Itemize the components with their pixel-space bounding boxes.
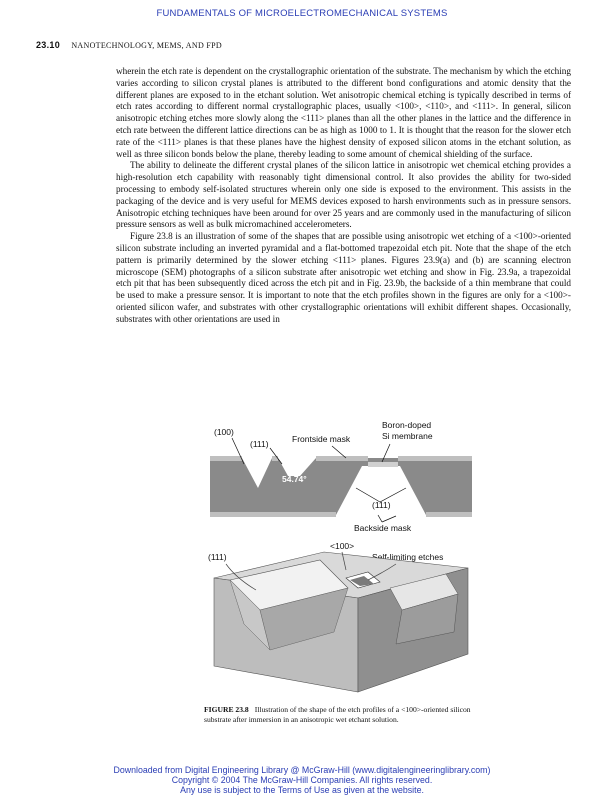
frontside-mask-seg xyxy=(316,456,368,461)
backside-mask-seg xyxy=(210,512,336,517)
paragraph-3: Figure 23.8 is an illustration of some of the shapes that are possible using anisotropic wet etching of a <100>-oriented silicon substrate including an inverted pyramidal and a flat-bottomed trapezoidal etch pit. Note that the shape of the etch pattern is primarily determined by the slower etching <111> planes. Figures 23.9(a) and (b) are scanning electron microscope (SEM) photographs of a silicon substrate after anisotropic wet etching and show in Fig. 23.9a, a trapezoidal etch pit that has been subsequently diced across the etch pit and in Fig. 23.9b, the backside of a thin membrane that could be used to make a pressure sensor. It is important to note that the etch profiles shown in the figures are only for a <100>-oriented silicon wafer, and substrates with other crystallographic orientations will exhibit different shapes. Occasionally, substrates with other orientations are used in xyxy=(116,231,571,324)
caption-text: Illustration of the shape of the etch profiles of a <100>-oriented silicon substrate after immersion in an anisotropic wet etchant solution. xyxy=(204,705,471,724)
book-banner: FUNDAMENTALS OF MICROELECTROMECHANICAL SYSTEMS xyxy=(156,8,448,19)
body-text xyxy=(116,66,571,326)
figure-23-8 xyxy=(196,418,486,708)
label-111-top: (111) xyxy=(250,439,269,449)
label-111-mid: (111) xyxy=(372,500,391,510)
boron-membrane xyxy=(368,462,398,467)
label-100: (100) xyxy=(214,427,234,437)
frontside-mask-seg xyxy=(210,456,242,461)
footer-line-2: Copyright © 2004 The McGraw-Hill Companies. All rights reserved. xyxy=(171,775,433,785)
figure-caption xyxy=(204,705,484,724)
leader-line xyxy=(378,515,382,522)
label-backside-mask: Backside mask xyxy=(354,523,412,533)
running-title: NANOTECHNOLOGY, MEMS, AND FPD xyxy=(71,41,222,50)
label-boron-doped: Boron-doped xyxy=(382,420,432,430)
running-head xyxy=(36,40,222,50)
frontside-mask-seg xyxy=(398,456,472,461)
cross-section-diagram xyxy=(210,420,472,533)
label-self-limiting: Self-limiting etches xyxy=(372,552,444,562)
backside-mask-seg xyxy=(426,512,472,517)
download-footer xyxy=(0,765,604,795)
leader-line xyxy=(382,516,396,522)
label-si-membrane: Si membrane xyxy=(382,431,433,441)
frontside-mask-seg xyxy=(272,456,278,461)
label-direction-100: <100> xyxy=(330,541,355,551)
etch-profile-illustration xyxy=(196,418,486,708)
footer-line-3: Any use is subject to the Terms of Use as given at the website. xyxy=(180,785,424,795)
caption-figure-number: FIGURE 23.8 xyxy=(204,705,249,714)
page-number: 23.10 xyxy=(36,40,61,50)
paragraph-1: wherein the etch rate is dependent on the crystallographic orientation of the substrate. The mechanism by which the etching varies according to silicon crystal planes is attributed to the different bond configurations and atomic density that the different planes are exposed to in the etchant solution. Wet anisotropic chemical etching is typically described in terms of etch rates according to different normal crystallographic places, usually <100>, <110>, and <111>. In general, silicon anisotropic etching etches more slowly along the <111> planes than all the other planes in the lattice and the difference in etch rate between the different lattice directions can be as high as 1000 to 1. It is thought that the reason for the slower etch rate of the <111> planes is that these planes have the highest density of exposed silicon atoms in the etchant solution, as well as three silicon bonds below the plane, thereby leading to some amount of chemical shielding of the surface. xyxy=(116,66,571,159)
footer-line-1[interactable]: Downloaded from Digital Engineering Library @ McGraw-Hill (www.digitalengineeringlibrary.com) xyxy=(113,765,491,775)
isometric-block-diagram xyxy=(208,541,468,692)
label-frontside-mask: Frontside mask xyxy=(292,434,351,444)
paragraph-2: The ability to delineate the different crystal planes of the silicon lattice in anisotropic wet chemical etching provides a high-resolution etch capability with reasonably tight dimensional control. It also provides the ability for two-sided processing to embody self-isolated structures wherein only one side is exposed to the environment. This assists in the packaging of the device and is very useful for MEMS devices exposed to harsh environments such as in pressure sensors. Anisotropic etching techniques have been around for over 25 years and are commonly used in the manufacturing of silicon pressure sensors as well as bulk micromachined accelerometers. xyxy=(116,160,571,230)
label-111-left: (111) xyxy=(208,552,227,562)
angle-label: 54.74° xyxy=(282,474,307,484)
